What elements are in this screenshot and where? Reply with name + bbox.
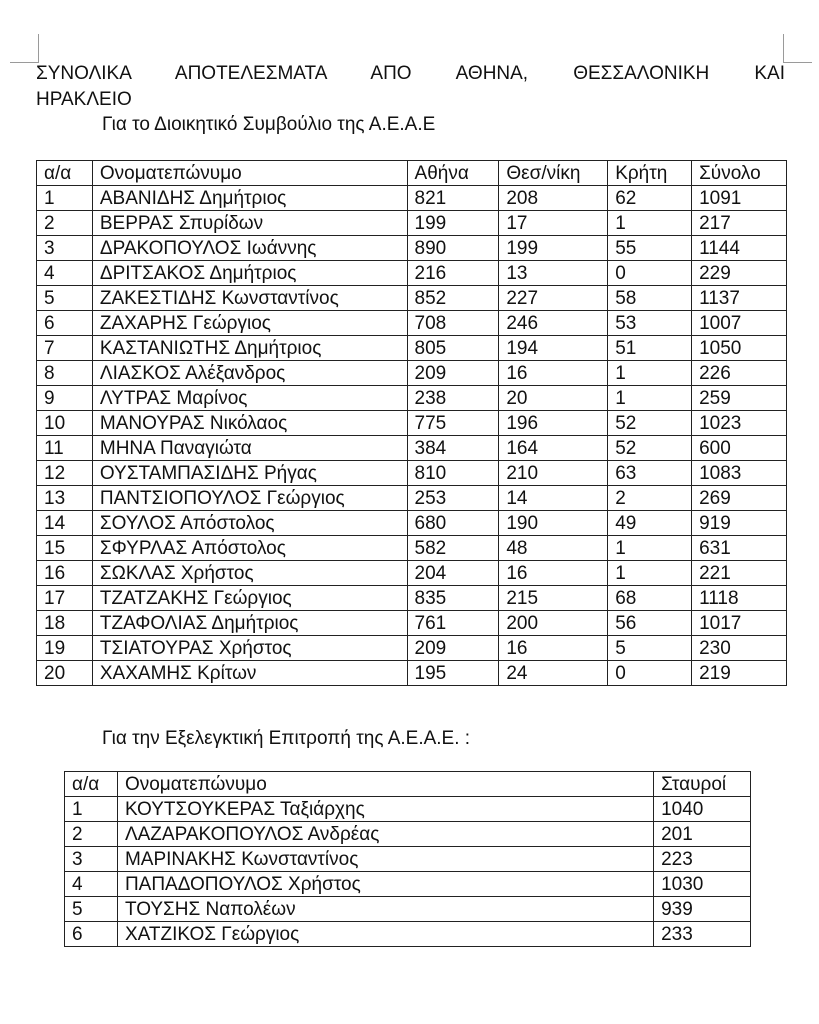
table-row [37,511,787,536]
table-cell: 1 [37,186,93,211]
table-cell: ΛΥΤΡΑΣ Μαρίνος [92,386,407,411]
table-cell: 1017 [692,611,787,636]
table-header-row [65,772,751,797]
table-cell: ΧΑΤΖΙΚΟΣ Γεώργιος [117,922,653,947]
table-cell: ΧΑΧΑΜΗΣ Κρίτων [92,661,407,686]
table-cell: 238 [407,386,499,411]
table-cell: 1 [608,361,692,386]
table-cell: ΠΑΠΑΔΟΠΟΥΛΟΣ Χρήστος [117,872,653,897]
table-cell: 200 [499,611,608,636]
table-cell: 6 [37,311,93,336]
table-cell: 229 [692,261,787,286]
table-cell: ΣΩΚΛΑΣ Χρήστος [92,561,407,586]
table-cell: 7 [37,336,93,361]
table-cell: 852 [407,286,499,311]
table-cell: 215 [499,586,608,611]
table-cell: 761 [407,611,499,636]
table-cell: 919 [692,511,787,536]
table-cell: 2 [65,822,118,847]
table-cell: ΣΟΥΛΟΣ Απόστολος [92,511,407,536]
table-cell: ΑΒΑΝΙΔΗΣ Δημήτριος [92,186,407,211]
table-cell: 209 [407,636,499,661]
table-cell: 55 [608,236,692,261]
table-cell: 1050 [692,336,787,361]
table-cell: 227 [499,286,608,311]
table-cell: 164 [499,436,608,461]
table-cell: 20 [499,386,608,411]
table-cell: 1007 [692,311,787,336]
table-cell: ΔΡΑΚΟΠΟΥΛΟΣ Ιωάννης [92,236,407,261]
table-cell: 1118 [692,586,787,611]
board-section-heading: Για το Διοικητικό Συμβούλιο της Α.Ε.Α.Ε [102,114,436,135]
table-cell: 0 [608,661,692,686]
table-row [37,261,787,286]
table-cell: 226 [692,361,787,386]
table-cell: ΤΖΑΦΟΛΙΑΣ Δημήτριος [92,611,407,636]
table-cell: 4 [37,261,93,286]
table-cell: 230 [692,636,787,661]
table-cell: 20 [37,661,93,686]
column-header-name: Ονοματεπώνυμο [92,161,407,186]
table-cell: ΤΟΥΣΗΣ Ναπολέων [117,897,653,922]
table-cell: 216 [407,261,499,286]
margin-corner-mark-left [10,34,39,63]
table-cell: 1023 [692,411,787,436]
table-cell: 9 [37,386,93,411]
table-cell: 708 [407,311,499,336]
table-cell: 805 [407,336,499,361]
table-cell: 16 [37,561,93,586]
table-cell: 821 [407,186,499,211]
table-cell: 190 [499,511,608,536]
table-row [37,661,787,686]
table-cell: 219 [692,661,787,686]
table-cell: 1137 [692,286,787,311]
table-cell: 49 [608,511,692,536]
column-header-thessaloniki: Θεσ/νίκη [499,161,608,186]
table-row [37,436,787,461]
table-cell: 196 [499,411,608,436]
table-cell: 63 [608,461,692,486]
table-cell: ΜΗΝΑ Παναγιώτα [92,436,407,461]
table-cell: 259 [692,386,787,411]
column-header-total: Σύνολο [692,161,787,186]
table-cell: 14 [499,486,608,511]
audit-section-heading: Για την Εξελεγκτική Επιτροπή της Α.Ε.Α.Ε. : [102,728,471,749]
table-cell: 939 [654,897,751,922]
table-cell: 233 [654,922,751,947]
table-cell: 19 [37,636,93,661]
table-row [37,236,787,261]
table-cell: 223 [654,847,751,872]
table-row [37,461,787,486]
table-cell: 62 [608,186,692,211]
table-cell: ΜΑΝΟΥΡΑΣ Νικόλαος [92,411,407,436]
table-cell: ΖΑΧΑΡΗΣ Γεώργιος [92,311,407,336]
table-cell: 5 [37,286,93,311]
table-cell: 1040 [654,797,751,822]
table-cell: 5 [608,636,692,661]
table-cell: 10 [37,411,93,436]
table-cell: 221 [692,561,787,586]
table-cell: 11 [37,436,93,461]
table-cell: 680 [407,511,499,536]
table-cell: 52 [608,436,692,461]
table-cell: 600 [692,436,787,461]
table-cell: 24 [499,661,608,686]
table-cell: 17 [37,586,93,611]
table-row [37,311,787,336]
table-row [37,411,787,436]
table-cell: 1083 [692,461,787,486]
table-cell: 17 [499,211,608,236]
board-results-table [36,160,787,686]
table-cell: ΣΦΥΡΛΑΣ Απόστολος [92,536,407,561]
table-cell: 582 [407,536,499,561]
table-cell: ΟΥΣΤΑΜΠΑΣΙΔΗΣ Ρήγας [92,461,407,486]
audit-committee-table [64,771,751,947]
table-row [37,336,787,361]
column-header-number: α/α [65,772,118,797]
table-row [37,186,787,211]
table-cell: 384 [407,436,499,461]
table-row [37,486,787,511]
table-cell: 48 [499,536,608,561]
table-cell: 16 [499,561,608,586]
table-cell: 15 [37,536,93,561]
table-cell: 199 [407,211,499,236]
table-cell: 3 [65,847,118,872]
table-cell: 56 [608,611,692,636]
table-row [37,361,787,386]
table-row [65,922,751,947]
column-header-crete: Κρήτη [608,161,692,186]
table-cell: ΚΟΥΤΣΟΥΚΕΡΑΣ Ταξιάρχης [117,797,653,822]
table-cell: 246 [499,311,608,336]
table-row [65,822,751,847]
table-cell: 13 [499,261,608,286]
table-row [65,797,751,822]
table-cell: 835 [407,586,499,611]
table-cell: 53 [608,311,692,336]
table-cell: 1 [608,386,692,411]
table-cell: 204 [407,561,499,586]
table-cell: ΤΣΙΑΤΟΥΡΑΣ Χρήστος [92,636,407,661]
table-cell: ΒΕΡΡΑΣ Σπυρίδων [92,211,407,236]
table-cell: 14 [37,511,93,536]
table-cell: 51 [608,336,692,361]
table-cell: ΠΑΝΤΣΙΟΠΟΥΛΟΣ Γεώργιος [92,486,407,511]
table-cell: 1 [608,536,692,561]
table-cell: ΤΖΑΤΖΑΚΗΣ Γεώργιος [92,586,407,611]
table-cell: 8 [37,361,93,386]
table-cell: ΚΑΣΤΑΝΙΩΤΗΣ Δημήτριος [92,336,407,361]
table-cell: ΛΙΑΣΚΟΣ Αλέξανδρος [92,361,407,386]
table-cell: 2 [37,211,93,236]
table-cell: ΛΑΖΑΡΑΚΟΠΟΥΛΟΣ Ανδρέας [117,822,653,847]
table-cell: 58 [608,286,692,311]
table-cell: 217 [692,211,787,236]
table-cell: 12 [37,461,93,486]
table-row [37,636,787,661]
table-cell: ΜΑΡΙΝΑΚΗΣ Κωνσταντίνος [117,847,653,872]
table-cell: 253 [407,486,499,511]
table-cell: 775 [407,411,499,436]
table-cell: 18 [37,611,93,636]
table-cell: 1 [65,797,118,822]
table-cell: 209 [407,361,499,386]
table-cell: 810 [407,461,499,486]
table-cell: 201 [654,822,751,847]
table-cell: 199 [499,236,608,261]
column-header-votes: Σταυροί [654,772,751,797]
table-cell: 3 [37,236,93,261]
table-row [37,536,787,561]
document-title-line2: ΗΡΑΚΛΕΙΟ [36,89,132,110]
table-row [37,286,787,311]
table-row [65,872,751,897]
table-cell: 68 [608,586,692,611]
column-header-number: α/α [37,161,93,186]
table-cell: 890 [407,236,499,261]
table-cell: 1 [608,561,692,586]
table-cell: 210 [499,461,608,486]
table-row [37,386,787,411]
table-row [37,211,787,236]
margin-corner-mark-right [783,34,812,63]
table-cell: 1091 [692,186,787,211]
table-cell: 6 [65,922,118,947]
table-cell: 0 [608,261,692,286]
table-cell: 13 [37,486,93,511]
table-cell: 5 [65,897,118,922]
table-row [65,897,751,922]
table-cell: 1144 [692,236,787,261]
table-cell: ΔΡΙΤΣΑΚΟΣ Δημήτριος [92,261,407,286]
table-cell: 1 [608,211,692,236]
table-cell: 208 [499,186,608,211]
column-header-athens: Αθήνα [407,161,499,186]
table-row [65,847,751,872]
table-cell: 4 [65,872,118,897]
table-cell: 16 [499,636,608,661]
table-cell: 269 [692,486,787,511]
table-cell: 195 [407,661,499,686]
document-title-line1: ΣΥΝΟΛΙΚΑ ΑΠΟΤΕΛΕΣΜΑΤΑ ΑΠΟ ΑΘΗΝΑ, ΘΕΣΣΑΛΟΝΙΚΗ ΚΑΙ [36,63,785,84]
table-cell: ΖΑΚΕΣΤΙΔΗΣ Κωνσταντίνος [92,286,407,311]
table-cell: 194 [499,336,608,361]
table-header-row [37,161,787,186]
table-cell: 52 [608,411,692,436]
table-row [37,586,787,611]
column-header-name: Ονοματεπώνυμο [117,772,653,797]
table-cell: 2 [608,486,692,511]
table-row [37,561,787,586]
table-cell: 631 [692,536,787,561]
table-cell: 16 [499,361,608,386]
table-cell: 1030 [654,872,751,897]
table-row [37,611,787,636]
